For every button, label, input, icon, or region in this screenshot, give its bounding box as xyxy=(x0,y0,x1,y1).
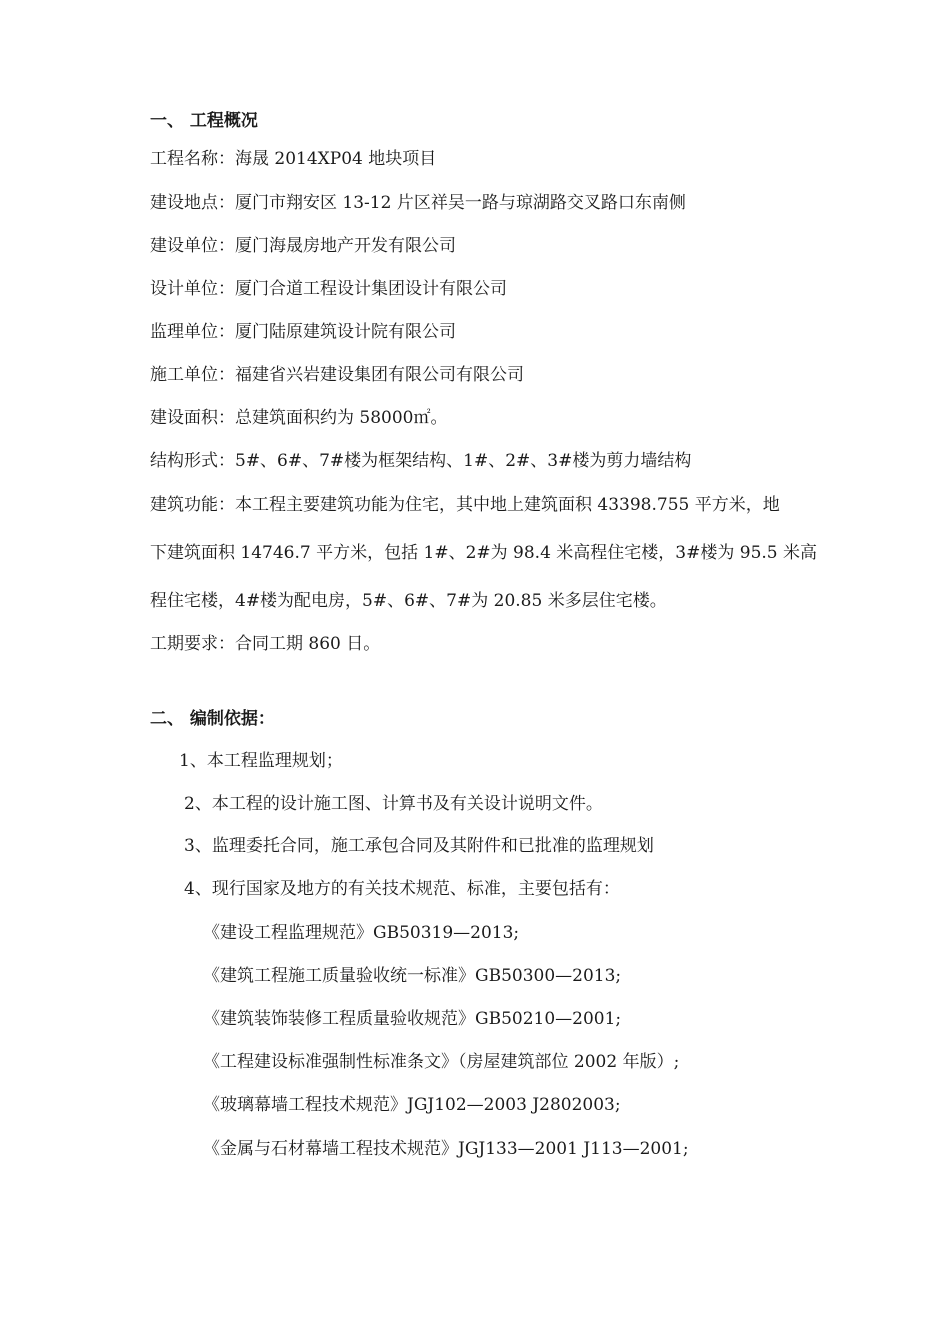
basis-item-2: 2、本工程的设计施工图、计算书及有关设计说明文件。 xyxy=(184,794,603,814)
construction-area: 建设面积：总建筑面积约为 58000㎡。 xyxy=(150,408,448,428)
structure-form: 结构形式：5#、6#、7#楼为框架结构、1#、2#、3#楼为剪力墙结构 xyxy=(150,451,692,471)
developer-unit: 建设单位：厦门海晟房地产开发有限公司 xyxy=(150,236,456,256)
design-unit: 设计单位：厦门合道工程设计集团设计有限公司 xyxy=(150,279,507,299)
section2-heading: 二、 编制依据： xyxy=(150,709,275,729)
basis-item-4: 4、现行国家及地方的有关技术规范、标准，主要包括有： xyxy=(184,879,620,899)
standard-item: 《建设工程监理规范》GB50319—2013; xyxy=(203,923,520,943)
standard-item: 《玻璃幕墙工程技术规范》JGJ102—2003 J2802003; xyxy=(203,1095,621,1115)
building-function-line-1: 建筑功能：本工程主要建筑功能为住宅，其中地上建筑面积 43398.755 平方米，地 xyxy=(150,495,780,515)
standard-item: 《工程建设标准强制性标准条文》（房屋建筑部位 2002 年版）; xyxy=(203,1052,680,1072)
standard-item: 《金属与石材幕墙工程技术规范》JGJ133—2001 J113—2001; xyxy=(203,1139,689,1159)
building-function-line-3: 程住宅楼，4#楼为配电房，5#、6#、7#为 20.85 米多层住宅楼。 xyxy=(150,591,667,611)
standard-item: 《建筑装饰装修工程质量验收规范》GB50210—2001; xyxy=(203,1009,622,1029)
building-function-line-2: 下建筑面积 14746.7 平方米，包括 1#、2#为 98.4 米高程住宅楼，3#楼为 95.5 米高 xyxy=(150,543,818,563)
schedule-requirement: 工期要求：合同工期 860 日。 xyxy=(150,634,381,654)
standard-item: 《建筑工程施工质量验收统一标准》GB50300—2013; xyxy=(203,966,622,986)
supervision-unit: 监理单位：厦门陆原建筑设计院有限公司 xyxy=(150,322,456,342)
basis-item-3: 3、监理委托合同，施工承包合同及其附件和已批准的监理规划 xyxy=(184,836,654,856)
project-name: 工程名称：海晟 2014XP04 地块项目 xyxy=(150,149,437,169)
project-location: 建设地点：厦门市翔安区 13-12 片区祥吴一路与琼湖路交叉路口东南侧 xyxy=(150,193,686,213)
construction-unit: 施工单位：福建省兴岩建设集团有限公司有限公司 xyxy=(150,365,524,385)
basis-item-1: 1、本工程监理规划； xyxy=(179,751,343,771)
section1-heading: 一、 工程概况 xyxy=(150,111,258,131)
